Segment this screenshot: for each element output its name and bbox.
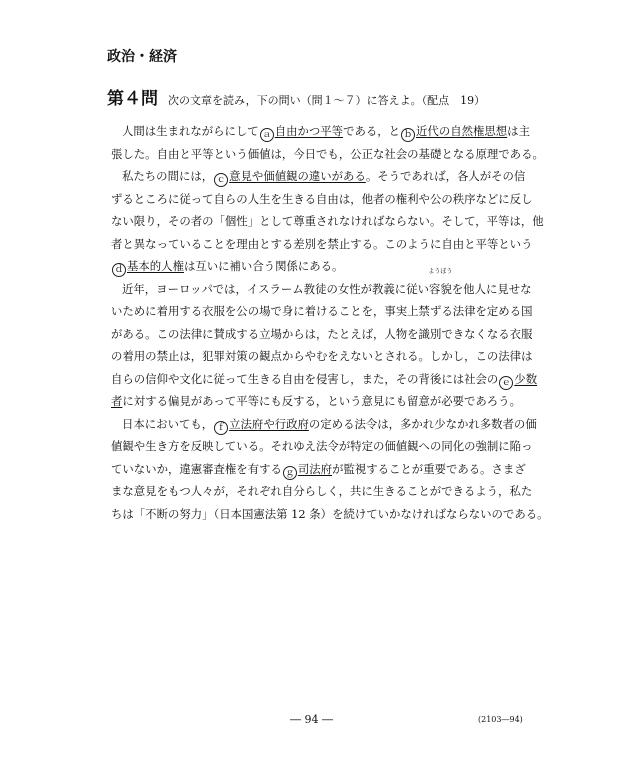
marker-a: ａ <box>260 128 274 142</box>
ruby-reading: ようぼう <box>428 267 453 275</box>
text: の定める法令は，多かれ少なかれ多数者の価 <box>308 416 537 431</box>
ruby-base: 容貌 <box>428 281 452 296</box>
passage-line: ずるところに従って自らの人生を生きる自由は，他者の権利や公の秩序などに反し <box>111 191 533 206</box>
passage-line <box>111 120 530 143</box>
underlined-e-cont: 者 <box>111 394 123 408</box>
text: は主 <box>507 124 530 138</box>
text: 人間は生まれながらにして <box>122 124 259 138</box>
question-number: 第４問 <box>107 89 158 109</box>
passage-line: がある。この法律に賛成する立場からは，たとえば，人物を識別できなくなる衣服 <box>111 326 533 341</box>
text: が監視することが重要である。さまざ <box>332 461 526 476</box>
text: 日本においても， <box>122 416 214 431</box>
passage-line <box>111 390 521 413</box>
marker-e: ｅ <box>499 376 513 390</box>
underlined-f: 立法府や行政府 <box>229 416 309 431</box>
underlined-e: 少数 <box>514 371 538 386</box>
text: に対する偏見があって平等にも反する，という意見にも留意が必要であろう。 <box>122 394 521 408</box>
page-number: ― 94 ― <box>290 713 333 726</box>
text: は互いに補い合う関係にある。 <box>183 259 344 273</box>
passage-line: 張した。自由と平等という価値は，今日でも，公正な社会の基礎となる原理である。 <box>111 146 544 161</box>
question-instruction: 次の文章を読み，下の問い（問１～７）に答えよ。（配点 19） <box>168 94 486 107</box>
passage-line: いために着用する衣服を公の場で身に着けることを，事実上禁ずる法律を定める国 <box>111 304 533 318</box>
marker-d: ｄ <box>112 263 126 277</box>
text: 私たちの間には， <box>122 169 214 183</box>
underlined-a: 自由かつ平等 <box>274 124 344 138</box>
underlined-c: 意見や価値観の違いがある <box>229 169 366 183</box>
marker-b: ｂ <box>401 128 415 142</box>
text: ていないか，違憲審査権を有する <box>111 461 282 476</box>
text: 近年，ヨーロッパでは，イスラーム教徒の女性が教義に従い <box>122 281 429 296</box>
underlined-d: 基本的人権 <box>127 259 184 273</box>
underlined-g: 司法府 <box>297 461 333 476</box>
text: を他人に見せな <box>451 281 532 296</box>
underlined-b: 近代の自然権思想 <box>416 124 508 138</box>
marker-c: ｃ <box>214 173 228 187</box>
passage-line: ちは「不断の努力」（日本国憲法第 12 条）を続けていかなければならないのである。 <box>111 506 549 521</box>
passage-line: まな意見をもつ人々が，それぞれ自分らしく，共に生きることができるよう，私た <box>111 484 533 498</box>
passage-line: ない限り，その者の「個性」として尊重されなければならない。そして，平等は，他 <box>111 214 544 228</box>
ruby-word <box>428 267 453 301</box>
passage-line <box>111 267 532 301</box>
passage <box>111 120 549 525</box>
passage-line <box>111 165 526 188</box>
passage-line: の着用の禁止は，犯罪対策の観点からやむをえないとされる。しかし，この法律は <box>111 349 533 363</box>
passage-line <box>111 413 537 436</box>
text: 。そうであれば，各人がその信 <box>365 169 526 183</box>
marker-f: ｆ <box>214 421 228 435</box>
passage-line <box>111 368 538 391</box>
passage-line: 者と異なっていることを理由とする差別を禁止する。このように自由と平等という <box>111 236 533 251</box>
subject-heading: 政治・経済 <box>107 49 177 65</box>
question-header <box>107 84 485 109</box>
text: である，と <box>343 124 401 138</box>
passage-line <box>111 255 521 278</box>
marker-g: ｇ <box>283 466 297 480</box>
passage-line <box>111 458 526 481</box>
document-code: (2103―94) <box>478 715 523 724</box>
passage-line: 値観や生き方を反映している。それゆえ法令が特定の価値観への同化の強制に陥っ <box>111 439 533 453</box>
text: 自らの信仰や文化に従って生きる自由を侵害し，また，その背後には社会の <box>111 371 499 386</box>
